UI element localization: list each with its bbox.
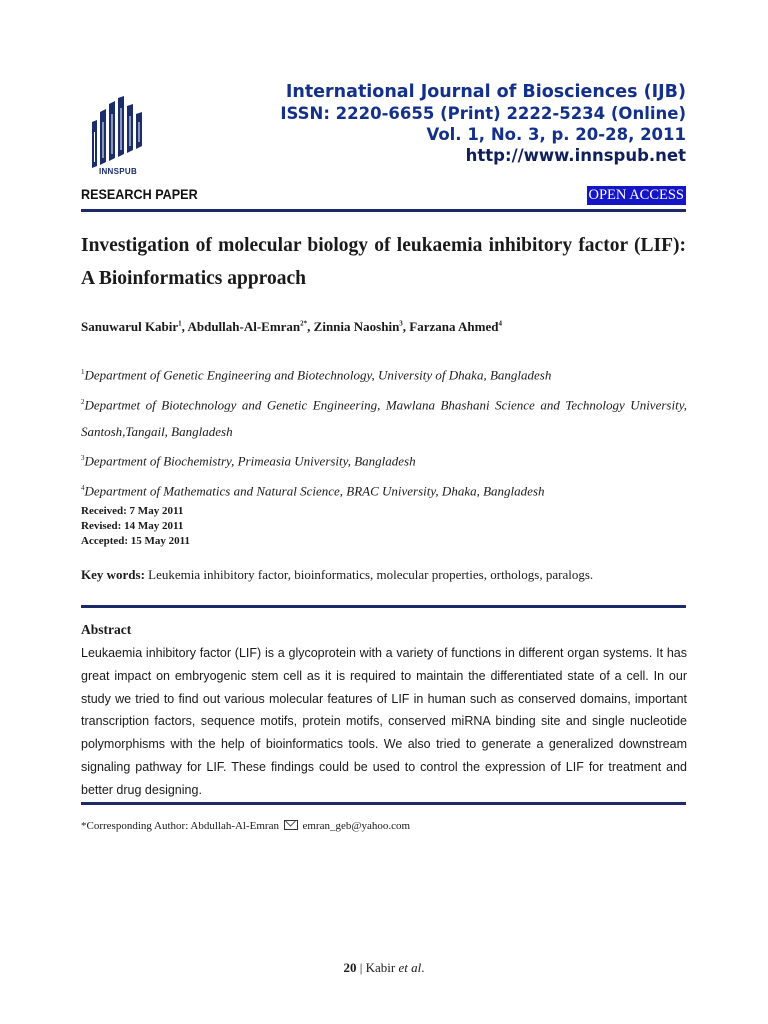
journal-volume: Vol. 1, No. 3, p. 20-28, 2011 [426,125,686,144]
affiliation-text: Department of Biochemistry, Primeasia University, Bangladesh [84,453,416,469]
author-sup: 2* [300,319,308,328]
keywords-text: Leukemia inhibitory factor, bioinformatics, molecular properties, orthologs, paralogs. [144,567,594,582]
journal-issn: ISSN: 2220-6655 (Print) 2222-5234 (Online) [280,104,686,123]
author-separator: , [402,319,410,334]
affiliation-item [81,359,687,389]
affiliation-text: Departmet of Biotechnology and Genetic Engineering, Mawlana Bhashani Science and Technology University, Santosh,Tangail, Bangladesh [81,397,687,439]
author-name: Sanuwarul Kabir [81,319,179,334]
keywords-label: Key words: [81,567,145,582]
paper-title: Investigation of molecular biology of leukaemia inhibitory factor (LIF): A Bioinformatics approach [81,235,686,289]
affiliation-item [81,445,687,475]
envelope-icon [284,820,298,830]
author-sup: 3 [399,319,403,328]
affiliation-item [81,389,687,445]
journal-url[interactable]: http://www.innspub.net [465,146,686,165]
accepted-date: Accepted: 15 May 2011 [81,535,191,547]
logo-text: INNSPUB [98,167,138,176]
abstract-bottom-rule [81,802,686,805]
footer-etal: et al [398,960,422,975]
corresponding-label: *Corresponding Author: Abdullah-Al-Emran [81,820,279,832]
abstract-body: Leukaemia inhibitory factor (LIF) is a glycoprotein with a variety of functions in different organ systems. It has great impact on embryogenic stem cell as it is required to maintain the differentiated state of a cell. In our study we tried to find out various molecular features of LIF in human such as conserved domains, important transcription factors, sequence motifs, protein motifs, conserved miRNA binding site and single nucleotide polymorphisms with the help of bioinformatics tools. We also tried to generate a generalized downstream signaling pathway for LIF. These findings could be used to control the expression of LIF for treatment and better drug designing. [81,646,687,797]
corresponding-email[interactable]: emran_geb@yahoo.com [302,820,411,832]
article-type: RESEARCH PAPER [81,186,198,202]
footer-dot: . [421,960,425,975]
affiliation-list [81,359,687,505]
author-name: Abdullah-Al-Emran [187,319,301,334]
page-number: 20 [343,960,357,975]
affiliation-sup: 4 [81,483,85,492]
revised-date: Revised: 14 May 2011 [81,520,184,532]
header-rule [81,209,686,212]
author-sup: 1 [178,319,182,328]
affiliation-text: Department of Genetic Engineering and Biotechnology, University of Dhaka, Bangladesh [84,367,552,383]
footer-author: Kabir [365,960,399,975]
affiliation-sup: 3 [81,454,85,463]
affiliation-text: Department of Mathematics and Natural Science, BRAC University, Dhaka, Bangladesh [84,483,545,499]
page-footer [0,960,768,976]
innspub-logo-icon [88,92,148,176]
author-separator: , [181,319,188,334]
open-access-badge: OPEN ACCESS [588,187,684,203]
affiliation-sup: 2 [81,397,85,406]
affiliation-item [81,475,687,505]
journal-title: International Journal of Biosciences (IJB) [285,82,686,102]
affiliation-sup: 1 [81,368,85,376]
author-sup: 4 [498,319,502,328]
corresponding-author [81,820,410,832]
abstract-heading: Abstract [81,622,132,637]
received-date: Received: 7 May 2011 [81,505,184,517]
author-name: Zinnia Naoshin [313,319,400,334]
abstract-top-rule [81,605,686,608]
author-separator: , [307,319,314,334]
author-list [81,319,502,335]
article-dates [81,504,190,549]
author-name: Farzana Ahmed [409,319,499,334]
journal-info [280,82,686,166]
footer-separator: | [356,960,366,975]
keywords [81,567,593,583]
